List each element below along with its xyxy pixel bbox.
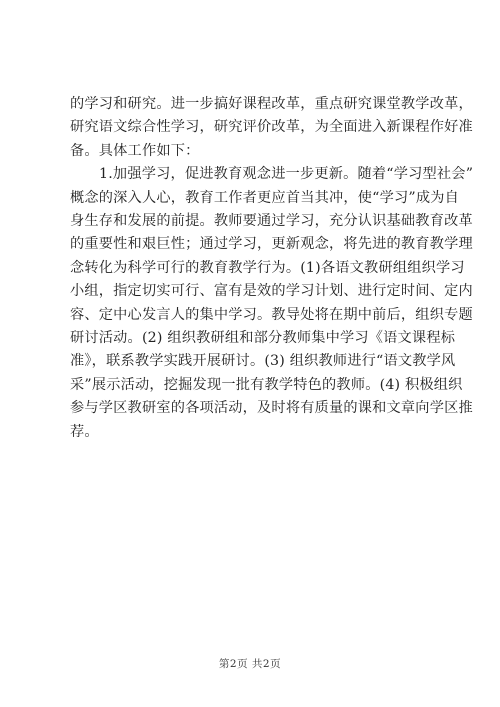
text-line: 概念的深入人心，教育工作者更应首当其冲，使“学习”成为自	[70, 189, 459, 206]
text-line: 身生存和发展的前提。教师要通过学习，充分认识基础教育改革	[70, 213, 473, 230]
text-line: 备。具体工作如下：	[70, 142, 200, 159]
body-text	[70, 93, 474, 444]
page-footer	[0, 656, 500, 671]
text-line: 参与学区教研室的各项活动，及时将有质量的课和文章向学区推	[70, 400, 473, 417]
text-line: 的重要性和艰巨性；通过学习，更新观念，将先进的教育教学理	[70, 236, 473, 253]
text-line: 念转化为科学可行的教育教学行为。(1)各语文教研组组织学习	[70, 259, 465, 276]
page-number-label: 第2页 共2页	[218, 658, 282, 670]
text-line: 小组，指定切实可行、富有是效的学习计划、进行定时间、定内	[70, 283, 473, 300]
text-line: 荐。	[70, 423, 99, 440]
text-line: 研讨活动。(2) 组织教研组和部分教师集中学习《语文课程标	[70, 330, 456, 347]
text-line: 准》，联系教学实践开展研讨。(3) 组织教师进行“语文教学风	[70, 353, 456, 370]
text-line: 的学习和研究。进一步搞好课程改革，重点研究课堂教学改革，	[70, 96, 473, 112]
text-line: 研究语文综合性学习，研究评价改革，为全面进入新课程作好准	[70, 119, 473, 136]
text-line: 容、定中心发言人的集中学习。教导处将在期中前后，组织专题	[70, 306, 473, 323]
paragraph-start-line: 1.加强学习，促进教育观念进一步更新。随着“学习型社会”	[99, 166, 474, 183]
text-line: 采”展示活动，挖掘发现一批有教学特色的教师。(4) 积极组织	[70, 376, 463, 393]
